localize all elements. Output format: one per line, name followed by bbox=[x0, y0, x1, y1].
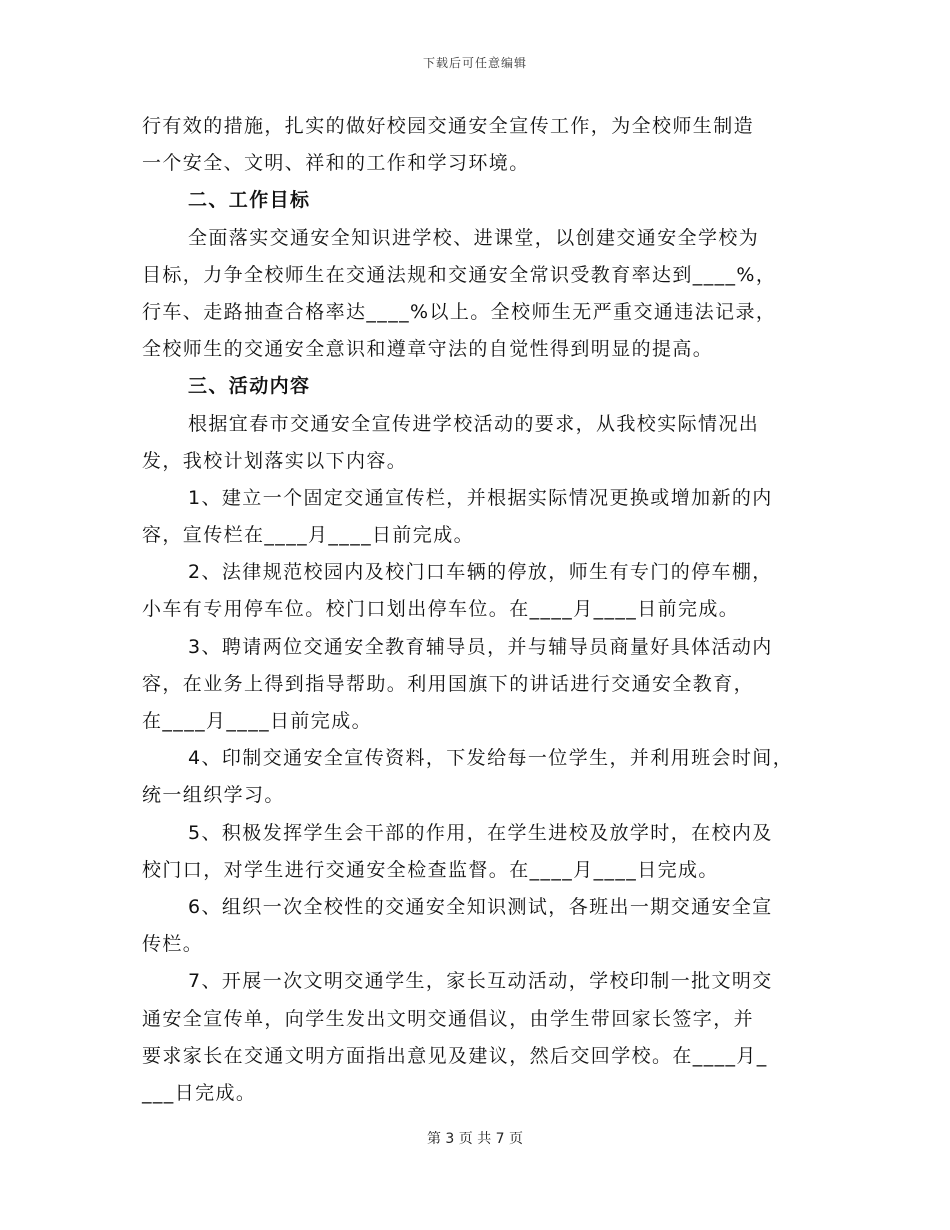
body-line: 全校师生的交通安全意识和遵章守法的自觉性得到明显的提高。 bbox=[142, 338, 714, 361]
download-editable-note: 下载后可任意编辑 bbox=[422, 56, 527, 70]
body-line: 发，我校计划落实以下内容。 bbox=[142, 449, 408, 472]
list-item-2: 2、法律规范校园内及校门口车辆的停放，师生有专门的停车棚， bbox=[188, 561, 773, 584]
body-line: 行有效的措施，扎实的做好校园交通安全宣传工作，为全校师生制造 bbox=[142, 115, 755, 137]
body-line: 通安全宣传单，向学生发出文明交通倡议，由学生带回家长签字，并 bbox=[142, 1007, 755, 1030]
list-item-1: 1、建立一个固定交通宣传栏，并根据实际情况更换或增加新的内 bbox=[188, 486, 773, 509]
body-line: 容，在业务上得到指导帮助。利用国旗下的讲话进行交通安全教育， bbox=[142, 672, 755, 695]
list-item-3: 3、聘请两位交通安全教育辅导员，并与辅导员商量好具体活动内 bbox=[188, 635, 773, 658]
body-line: 目标，力争全校师生在交通法规和交通安全常识受教育率达到____%， bbox=[142, 263, 777, 286]
list-item-6: 6、组织一次全校性的交通安全知识测试，各班出一期交通安全宣 bbox=[188, 895, 773, 918]
section-heading-activities: 三、活动内容 bbox=[188, 375, 311, 398]
body-line: 根据宜春市交通安全宣传进学校活动的要求，从我校实际情况出 bbox=[188, 412, 760, 435]
body-line: 在____月____日前完成。 bbox=[142, 710, 373, 732]
list-item-7: 7、开展一次文明交通学生，家长互动活动，学校印制一批文明交 bbox=[188, 970, 773, 993]
body-line: ___日完成。 bbox=[142, 1081, 257, 1104]
body-line: 小车有专用停车位。校门口划出停车位。在____月____日前完成。 bbox=[142, 598, 740, 621]
body-line: 全面落实交通安全知识进学校、进课堂，以创建交通安全学校为 bbox=[188, 226, 760, 249]
page-number: 第 3 页 共 7 页 bbox=[426, 1131, 524, 1147]
body-line: 容，宣传栏在____月____日前完成。 bbox=[142, 524, 475, 547]
document-body bbox=[142, 108, 832, 1112]
body-line: 统一组织学习。 bbox=[142, 784, 285, 807]
body-line: 行车、走路抽查合格率达____%以上。全校师生无严重交通违法记录， bbox=[142, 300, 777, 323]
body-line: 传栏。 bbox=[142, 933, 204, 956]
list-item-5: 5、积极发挥学生会干部的作用，在学生进校及放学时，在校内及 bbox=[188, 821, 773, 844]
body-line: 要求家长在交通文明方面指出意见及建议，然后交回学校。在____月_ bbox=[142, 1044, 768, 1067]
list-item-4: 4、印制交通安全宣传资料，下发给每一位学生，并利用班会时间， bbox=[188, 747, 794, 770]
body-line: 校门口，对学生进行交通安全检查监督。在____月____日完成。 bbox=[142, 858, 719, 881]
section-heading-work-goals: 二、工作目标 bbox=[188, 189, 311, 212]
body-line: 一个安全、文明、祥和的工作和学习环境。 bbox=[142, 152, 530, 175]
